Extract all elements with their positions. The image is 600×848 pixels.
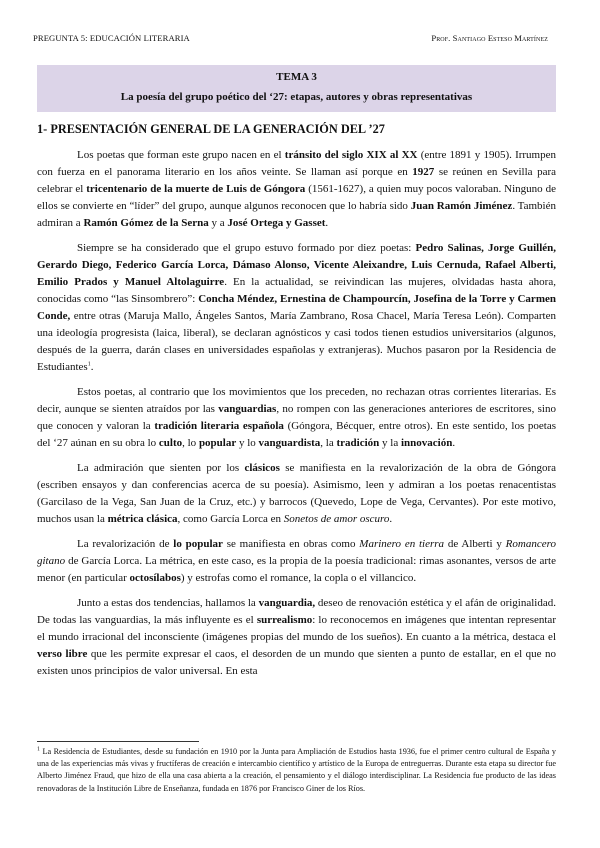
topic-subtitle: La poesía del grupo poético del ‘27: etapas, autores y obras representativas bbox=[120, 91, 473, 103]
footnote-separator bbox=[37, 741, 199, 742]
paragraph: La admiración que sienten por los clásicos se manifiesta en la revalorización de la obra de Góngora (escriben ensayos y dan conferencias acerca de su poesía). Asimismo, leen y admiran a los poetas renacentistas (Garcilaso de la Vega, San Juan de la Cruz, etc.) y barrocos (Quevedo, Lope de Vega, Cervantes). Por este motivo, muchos usan la métrica clásica, como García Lorca en Sonetos de amor oscuro. bbox=[37, 462, 556, 525]
body-text bbox=[37, 147, 556, 688]
paragraph: Los poetas que forman este grupo nacen en el tránsito del siglo XIX al XX (entre 1891 y 1905). Irrumpen con fuerza en el panorama literario en los años veinte. Se llaman así porque en 1927 se reúnen en Sevilla para celebrar el tricentenario de la muerte de Luis de Góngora (1561-1627), a quien muy pocos valoraban. Ninguno de ellos se convierte en “líder” del grupo, aunque algunos reconocen que lo habría sido Juan Ramón Jiménez. También admiran a Ramón Gómez de la Serna y a José Ortega y Gasset. bbox=[37, 149, 557, 229]
page-header bbox=[33, 33, 548, 43]
paragraph: Siempre se ha considerado que el grupo estuvo formado por diez poetas: Pedro Salinas, Jorge Guillén, Gerardo Diego, Federico García Lorca, Dámaso Alonso, Vicente Aleixandre, Luis Cernuda, Rafael Alberti, Emilio Prados y Manuel Altolaguirre. En la actualidad, se reivindican las mujeres, olvidadas hasta ahora, conocidas como “las Sinsombrero”: Concha Méndez, Ernestina de Champourcín, Josefina de la Torre y Carmen Conde, entre otras (Maruja Mallo, Ángeles Santos, María Zambrano, Rosa Chacel, María Teresa León). Comparten una ideología progresista (laica, liberal), se declaran agnósticos y casi todos tienen estudios universitarios (algunos, después de la guerra, darán clases en universidades españolas y extranjeras). Muchos pasaron por la Residencia de Estudiantes$^1$. bbox=[37, 242, 557, 373]
paragraph: Estos poetas, al contrario que los movimientos que los preceden, no rechazan otras corrientes literarias. Es decir, aunque se sienten atraídos por las vanguardias, no rompen con las generaciones anteriores de escritores, sino que conocen y valoran la tradición literaria española (Góngora, Bécquer, entre otros). En este sentido, los poetas del ‘27 aúnan en su obra lo culto, lo popular y lo vanguardista, la tradición y la innovación. bbox=[37, 386, 556, 449]
topic-title: TEMA 3 bbox=[276, 71, 317, 83]
section-heading: 1- PRESENTACIÓN GENERAL DE LA GENERACIÓN DEL ’27 bbox=[37, 122, 385, 136]
header-right: Prof. Santiago Esteso Martínez bbox=[431, 33, 548, 43]
paragraph: Junto a estas dos tendencias, hallamos la vanguardia, deseo de renovación estética y el afán de originalidad. De todas las vanguardias, la más influyente es el surrealismo: lo reconocemos en imágenes que intentan representar el mundo irracional del inconsciente (imágenes propias del mundo de los sueños). En cuanto a la métrica, destaca el verso libre que les permite expresar el caos, el desorden de un mundo que sienten a punto de estallar, en el que no existen unos principios de valor universal. En esta bbox=[37, 597, 557, 677]
title-box bbox=[37, 65, 556, 112]
footnote: $^1$ La Residencia de Estudiantes, desde su fundación en 1910 por la Junta para Ampliación de Estudios hasta 1936, fue el primer centro cultural de España y una de las experiencias más vivas y fructíferas de creación e intercambio científico y artístico de la Europa de entreguerras. Durante esta etapa su director fue Alberto Jiménez Fraud, que hizo de ella una casa abierta a la creación, el pensamiento y el diálogo interdisciplinar. La Residencia fue producto de las ideas renovadoras de la Institución Libre de Enseñanza, fundada en 1876 por Francisco Giner de los Ríos. bbox=[37, 746, 556, 793]
paragraph: La revalorización de lo popular se manifiesta en obras como Marinero en tierra de Alberti y Romancero gitano de García Lorca. La métrica, en este caso, es la propia de la poesía tradicional: rimas asonantes, versos de arte menor (en particular octosílabos) y estrofas como el romance, la copla o el villancico. bbox=[37, 538, 556, 584]
header-left: PREGUNTA 5: EDUCACIÓN LITERARIA bbox=[33, 33, 190, 43]
